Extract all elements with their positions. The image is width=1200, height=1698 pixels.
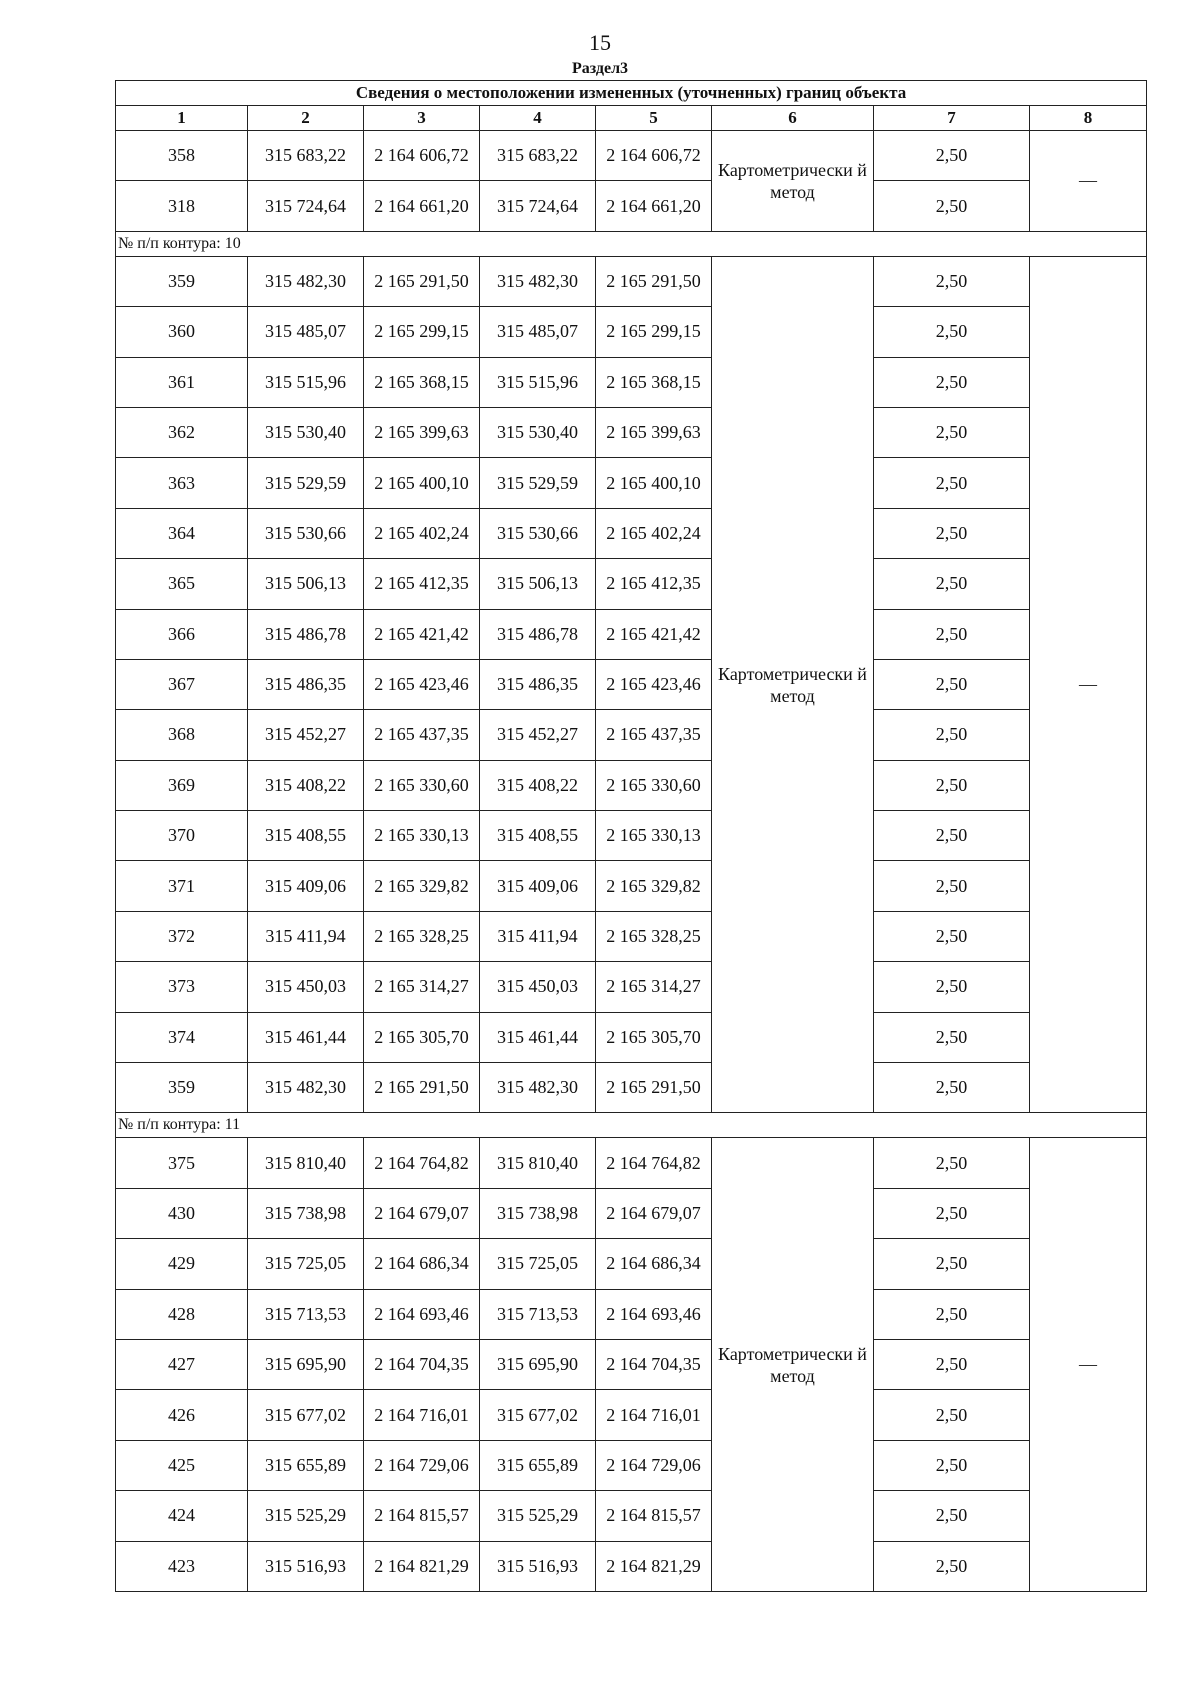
- accuracy-cell: 2,50: [874, 181, 1030, 231]
- table-row: [116, 710, 1147, 760]
- existing-y-cell: 2 165 329,82: [364, 861, 480, 911]
- accuracy-cell: 2,50: [874, 256, 1030, 306]
- accuracy-cell: 2,50: [874, 1138, 1030, 1188]
- existing-y-cell: 2 165 437,35: [364, 710, 480, 760]
- point-number-cell: 423: [116, 1541, 248, 1591]
- existing-y-cell: 2 164 815,57: [364, 1491, 480, 1541]
- point-number-cell: 365: [116, 559, 248, 609]
- existing-y-cell: 2 164 693,46: [364, 1289, 480, 1339]
- existing-y-cell: 2 165 412,35: [364, 559, 480, 609]
- contour-header-row: [116, 1113, 1147, 1138]
- existing-x-cell: 315 482,30: [248, 1063, 364, 1113]
- updated-x-cell: 315 683,22: [480, 131, 596, 181]
- accuracy-cell: 2,50: [874, 811, 1030, 861]
- updated-y-cell: 2 164 764,82: [596, 1138, 712, 1188]
- updated-y-cell: 2 164 704,35: [596, 1339, 712, 1389]
- updated-y-cell: 2 164 821,29: [596, 1541, 712, 1591]
- table-row: [116, 1063, 1147, 1113]
- column-number: 2: [248, 106, 364, 131]
- accuracy-cell: 2,50: [874, 861, 1030, 911]
- point-number-cell: 374: [116, 1012, 248, 1062]
- point-number-cell: 371: [116, 861, 248, 911]
- table-row: [116, 181, 1147, 231]
- accuracy-cell: 2,50: [874, 407, 1030, 457]
- updated-x-cell: 315 408,55: [480, 811, 596, 861]
- existing-x-cell: 315 506,13: [248, 559, 364, 609]
- existing-x-cell: 315 725,05: [248, 1239, 364, 1289]
- updated-x-cell: 315 408,22: [480, 760, 596, 810]
- accuracy-cell: 2,50: [874, 1289, 1030, 1339]
- method-cell: Картометрически й метод: [712, 1138, 874, 1592]
- updated-y-cell: 2 164 679,07: [596, 1188, 712, 1238]
- point-number-cell: 424: [116, 1491, 248, 1541]
- existing-x-cell: 315 452,27: [248, 710, 364, 760]
- existing-x-cell: 315 724,64: [248, 181, 364, 231]
- updated-x-cell: 315 506,13: [480, 559, 596, 609]
- updated-y-cell: 2 164 606,72: [596, 131, 712, 181]
- accuracy-cell: 2,50: [874, 1541, 1030, 1591]
- existing-x-cell: 315 738,98: [248, 1188, 364, 1238]
- accuracy-cell: 2,50: [874, 710, 1030, 760]
- point-number-cell: 364: [116, 508, 248, 558]
- boundary-coordinates-table: [115, 80, 1147, 1592]
- existing-x-cell: 315 485,07: [248, 307, 364, 357]
- point-number-cell: 429: [116, 1239, 248, 1289]
- accuracy-cell: 2,50: [874, 1063, 1030, 1113]
- point-number-cell: 373: [116, 962, 248, 1012]
- table-row: [116, 659, 1147, 709]
- updated-x-cell: 315 482,30: [480, 1063, 596, 1113]
- updated-y-cell: 2 165 291,50: [596, 256, 712, 306]
- updated-y-cell: 2 165 412,35: [596, 559, 712, 609]
- contour-label: № п/п контура: 10: [116, 231, 1147, 256]
- point-number-cell: 375: [116, 1138, 248, 1188]
- column-8-cell: —: [1030, 131, 1147, 232]
- existing-y-cell: 2 165 328,25: [364, 911, 480, 961]
- existing-x-cell: 315 408,55: [248, 811, 364, 861]
- table-row: [116, 609, 1147, 659]
- updated-y-cell: 2 165 368,15: [596, 357, 712, 407]
- accuracy-cell: 2,50: [874, 1440, 1030, 1490]
- table-row: [116, 1012, 1147, 1062]
- accuracy-cell: 2,50: [874, 131, 1030, 181]
- existing-x-cell: 315 408,22: [248, 760, 364, 810]
- point-number-cell: 428: [116, 1289, 248, 1339]
- contour-header-row: [116, 231, 1147, 256]
- existing-x-cell: 315 516,93: [248, 1541, 364, 1591]
- accuracy-cell: 2,50: [874, 1239, 1030, 1289]
- updated-x-cell: 315 516,93: [480, 1541, 596, 1591]
- existing-x-cell: 315 486,35: [248, 659, 364, 709]
- column-number: 1: [116, 106, 248, 131]
- accuracy-cell: 2,50: [874, 1491, 1030, 1541]
- table-row: [116, 256, 1147, 306]
- point-number-cell: 367: [116, 659, 248, 709]
- updated-y-cell: 2 164 815,57: [596, 1491, 712, 1541]
- updated-x-cell: 315 725,05: [480, 1239, 596, 1289]
- updated-y-cell: 2 165 421,42: [596, 609, 712, 659]
- accuracy-cell: 2,50: [874, 659, 1030, 709]
- point-number-cell: 359: [116, 1063, 248, 1113]
- table-caption: Сведения о местоположении измененных (уточненных) границ объекта: [116, 81, 1147, 106]
- existing-y-cell: 2 164 729,06: [364, 1440, 480, 1490]
- updated-x-cell: 315 530,40: [480, 407, 596, 457]
- table-row: [116, 307, 1147, 357]
- existing-x-cell: 315 683,22: [248, 131, 364, 181]
- existing-y-cell: 2 165 299,15: [364, 307, 480, 357]
- updated-x-cell: 315 655,89: [480, 1440, 596, 1490]
- updated-x-cell: 315 810,40: [480, 1138, 596, 1188]
- point-number-cell: 369: [116, 760, 248, 810]
- updated-y-cell: 2 164 729,06: [596, 1440, 712, 1490]
- method-cell: Картометрически й метод: [712, 256, 874, 1113]
- contour-label: № п/п контура: 11: [116, 1113, 1147, 1138]
- column-8-cell: —: [1030, 1138, 1147, 1592]
- existing-y-cell: 2 165 314,27: [364, 962, 480, 1012]
- point-number-cell: 361: [116, 357, 248, 407]
- accuracy-cell: 2,50: [874, 307, 1030, 357]
- table-row: [116, 962, 1147, 1012]
- existing-y-cell: 2 165 330,60: [364, 760, 480, 810]
- updated-y-cell: 2 165 330,60: [596, 760, 712, 810]
- updated-x-cell: 315 695,90: [480, 1339, 596, 1389]
- updated-y-cell: 2 165 399,63: [596, 407, 712, 457]
- table-row: [116, 760, 1147, 810]
- point-number-cell: 363: [116, 458, 248, 508]
- updated-x-cell: 315 411,94: [480, 911, 596, 961]
- accuracy-cell: 2,50: [874, 962, 1030, 1012]
- point-number-cell: 360: [116, 307, 248, 357]
- table-row: [116, 911, 1147, 961]
- column-number-row: [116, 106, 1147, 131]
- point-number-cell: 370: [116, 811, 248, 861]
- existing-y-cell: 2 164 704,35: [364, 1339, 480, 1389]
- existing-y-cell: 2 164 764,82: [364, 1138, 480, 1188]
- updated-x-cell: 315 677,02: [480, 1390, 596, 1440]
- updated-y-cell: 2 165 314,27: [596, 962, 712, 1012]
- table-row: [116, 1339, 1147, 1389]
- accuracy-cell: 2,50: [874, 609, 1030, 659]
- table-row: [116, 357, 1147, 407]
- column-8-cell: —: [1030, 256, 1147, 1113]
- existing-x-cell: 315 409,06: [248, 861, 364, 911]
- table-row: [116, 1491, 1147, 1541]
- accuracy-cell: 2,50: [874, 1339, 1030, 1389]
- existing-y-cell: 2 165 421,42: [364, 609, 480, 659]
- updated-y-cell: 2 164 716,01: [596, 1390, 712, 1440]
- existing-y-cell: 2 165 400,10: [364, 458, 480, 508]
- accuracy-cell: 2,50: [874, 760, 1030, 810]
- updated-x-cell: 315 485,07: [480, 307, 596, 357]
- accuracy-cell: 2,50: [874, 357, 1030, 407]
- updated-x-cell: 315 515,96: [480, 357, 596, 407]
- updated-x-cell: 315 724,64: [480, 181, 596, 231]
- table-row: [116, 1289, 1147, 1339]
- updated-x-cell: 315 486,35: [480, 659, 596, 709]
- updated-x-cell: 315 482,30: [480, 256, 596, 306]
- updated-x-cell: 315 738,98: [480, 1188, 596, 1238]
- column-number: 4: [480, 106, 596, 131]
- existing-y-cell: 2 165 305,70: [364, 1012, 480, 1062]
- updated-y-cell: 2 165 291,50: [596, 1063, 712, 1113]
- updated-y-cell: 2 165 305,70: [596, 1012, 712, 1062]
- updated-x-cell: 315 713,53: [480, 1289, 596, 1339]
- existing-y-cell: 2 164 821,29: [364, 1541, 480, 1591]
- column-number: 7: [874, 106, 1030, 131]
- existing-y-cell: 2 164 716,01: [364, 1390, 480, 1440]
- existing-x-cell: 315 486,78: [248, 609, 364, 659]
- table-row: [116, 131, 1147, 181]
- table-row: [116, 559, 1147, 609]
- existing-y-cell: 2 164 679,07: [364, 1188, 480, 1238]
- updated-y-cell: 2 164 661,20: [596, 181, 712, 231]
- table-row: [116, 861, 1147, 911]
- point-number-cell: 368: [116, 710, 248, 760]
- accuracy-cell: 2,50: [874, 1012, 1030, 1062]
- table-row: [116, 1188, 1147, 1238]
- method-cell: Картометрически й метод: [712, 131, 874, 232]
- existing-x-cell: 315 655,89: [248, 1440, 364, 1490]
- updated-x-cell: 315 530,66: [480, 508, 596, 558]
- column-number: 5: [596, 106, 712, 131]
- existing-y-cell: 2 164 661,20: [364, 181, 480, 231]
- accuracy-cell: 2,50: [874, 508, 1030, 558]
- existing-y-cell: 2 164 686,34: [364, 1239, 480, 1289]
- point-number-cell: 430: [116, 1188, 248, 1238]
- point-number-cell: 318: [116, 181, 248, 231]
- existing-x-cell: 315 482,30: [248, 256, 364, 306]
- existing-x-cell: 315 810,40: [248, 1138, 364, 1188]
- table-row: [116, 1541, 1147, 1591]
- updated-y-cell: 2 165 423,46: [596, 659, 712, 709]
- column-number: 8: [1030, 106, 1147, 131]
- accuracy-cell: 2,50: [874, 1390, 1030, 1440]
- table-body: [116, 131, 1147, 1592]
- column-number: 6: [712, 106, 874, 131]
- updated-x-cell: 315 486,78: [480, 609, 596, 659]
- accuracy-cell: 2,50: [874, 559, 1030, 609]
- existing-x-cell: 315 525,29: [248, 1491, 364, 1541]
- existing-x-cell: 315 695,90: [248, 1339, 364, 1389]
- point-number-cell: 425: [116, 1440, 248, 1490]
- accuracy-cell: 2,50: [874, 1188, 1030, 1238]
- accuracy-cell: 2,50: [874, 911, 1030, 961]
- accuracy-cell: 2,50: [874, 458, 1030, 508]
- updated-x-cell: 315 450,03: [480, 962, 596, 1012]
- existing-x-cell: 315 450,03: [248, 962, 364, 1012]
- existing-x-cell: 315 713,53: [248, 1289, 364, 1339]
- table-row: [116, 811, 1147, 861]
- existing-y-cell: 2 165 330,13: [364, 811, 480, 861]
- existing-y-cell: 2 165 399,63: [364, 407, 480, 457]
- updated-x-cell: 315 452,27: [480, 710, 596, 760]
- existing-x-cell: 315 411,94: [248, 911, 364, 961]
- point-number-cell: 366: [116, 609, 248, 659]
- table-row: [116, 1138, 1147, 1188]
- updated-y-cell: 2 164 693,46: [596, 1289, 712, 1339]
- updated-y-cell: 2 165 400,10: [596, 458, 712, 508]
- point-number-cell: 358: [116, 131, 248, 181]
- point-number-cell: 426: [116, 1390, 248, 1440]
- existing-y-cell: 2 164 606,72: [364, 131, 480, 181]
- table-row: [116, 1239, 1147, 1289]
- updated-y-cell: 2 165 299,15: [596, 307, 712, 357]
- table-row: [116, 508, 1147, 558]
- existing-y-cell: 2 165 368,15: [364, 357, 480, 407]
- updated-y-cell: 2 165 402,24: [596, 508, 712, 558]
- existing-y-cell: 2 165 291,50: [364, 256, 480, 306]
- point-number-cell: 427: [116, 1339, 248, 1389]
- updated-y-cell: 2 165 329,82: [596, 861, 712, 911]
- existing-x-cell: 315 530,40: [248, 407, 364, 457]
- existing-x-cell: 315 515,96: [248, 357, 364, 407]
- updated-x-cell: 315 409,06: [480, 861, 596, 911]
- updated-x-cell: 315 525,29: [480, 1491, 596, 1541]
- table-row: [116, 1390, 1147, 1440]
- point-number-cell: 359: [116, 256, 248, 306]
- existing-y-cell: 2 165 402,24: [364, 508, 480, 558]
- updated-x-cell: 315 461,44: [480, 1012, 596, 1062]
- existing-x-cell: 315 461,44: [248, 1012, 364, 1062]
- table-row: [116, 1440, 1147, 1490]
- updated-y-cell: 2 165 437,35: [596, 710, 712, 760]
- updated-y-cell: 2 165 330,13: [596, 811, 712, 861]
- point-number-cell: 372: [116, 911, 248, 961]
- updated-x-cell: 315 529,59: [480, 458, 596, 508]
- table-row: [116, 458, 1147, 508]
- table-row: [116, 407, 1147, 457]
- point-number-cell: 362: [116, 407, 248, 457]
- updated-y-cell: 2 165 328,25: [596, 911, 712, 961]
- updated-y-cell: 2 164 686,34: [596, 1239, 712, 1289]
- page-number: 15: [589, 30, 611, 55]
- section-title: Раздел3: [571, 60, 629, 77]
- existing-x-cell: 315 529,59: [248, 458, 364, 508]
- existing-x-cell: 315 677,02: [248, 1390, 364, 1440]
- existing-x-cell: 315 530,66: [248, 508, 364, 558]
- existing-y-cell: 2 165 423,46: [364, 659, 480, 709]
- existing-y-cell: 2 165 291,50: [364, 1063, 480, 1113]
- column-number: 3: [364, 106, 480, 131]
